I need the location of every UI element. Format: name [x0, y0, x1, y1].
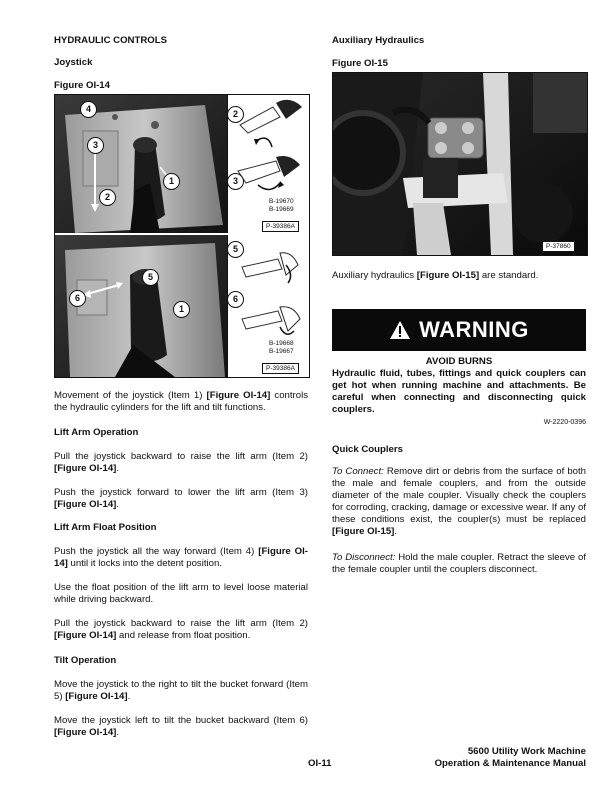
- figure-code-b19669: B-19669: [269, 206, 294, 213]
- joystick-intro: Movement of the joystick (Item 1) [Figure OI-14] controls the hydraulic cylinders for the lift and tilt functions.: [54, 390, 308, 413]
- callout-diagram-6: 6: [227, 291, 244, 308]
- aux-hydraulics-photo: [333, 73, 587, 255]
- warning-subtitle: AVOID BURNS: [425, 356, 493, 367]
- warning-word: WARNING: [419, 317, 529, 342]
- figure-box-code-bottom: P-39386A: [262, 363, 299, 374]
- figure-oi-15: [332, 72, 588, 256]
- aux-standard-text: Auxiliary hydraulics [Figure OI-15] are standard.: [332, 270, 539, 281]
- callout-4: 4: [80, 101, 97, 118]
- to-disconnect-paragraph: To Disconnect: Hold the male coupler. Retract the sleeve of the female coupler until the couplers disconnect.: [332, 552, 586, 575]
- tilt-paragraph-1: Move the joystick to the right to tilt the bucket forward (Item 5) [Figure OI-14].: [54, 679, 308, 702]
- callout-1-bottom: 1: [173, 301, 190, 318]
- warning-body: Hydraulic fluid, tubes, fittings and quick couplers can get hot when running machine and attachments. Be careful when connecting and disconnecting quick couplers.: [332, 368, 586, 415]
- callout-2: 2: [99, 189, 116, 206]
- figure-oi-14: [54, 94, 310, 378]
- float-paragraph-3: Pull the joystick backward to raise the lift arm (Item 2) [Figure OI-14] and release from float position.: [54, 618, 308, 641]
- joystick-photo-top: [55, 95, 227, 233]
- figure-code-b19668: B-19668: [269, 340, 294, 347]
- aux-section-title: Auxiliary Hydraulics: [332, 35, 425, 46]
- tilt-paragraph-2: Move the joystick left to tilt the bucket backward (Item 6) [Figure OI-14].: [54, 715, 308, 738]
- callout-5: 5: [142, 269, 159, 286]
- figure-code-b19670: B-19670: [269, 198, 294, 205]
- footer-machine: 5600 Utility Work Machine: [467, 746, 586, 757]
- figure-15-label: Figure OI-15: [332, 58, 388, 69]
- callout-diagram-3: 3: [227, 173, 244, 190]
- lift-paragraph-1: Pull the joystick backward to raise the lift arm (Item 2) [Figure OI-14].: [54, 451, 308, 474]
- lift-paragraph-2: Push the joystick forward to lower the lift arm (Item 3) [Figure OI-14].: [54, 487, 308, 510]
- lift-heading: Lift Arm Operation: [54, 427, 139, 438]
- callout-diagram-5: 5: [227, 241, 244, 258]
- float-heading: Lift Arm Float Position: [54, 522, 157, 533]
- footer-manual: Operation & Maintenance Manual: [434, 758, 586, 769]
- to-connect-paragraph: To Connect: Remove dirt or debris from the surface of both the male and female couplers, and from the outside diameter of the male coupler. Visually check the couplers for corroding, cracking, damage or excessive wear. If any of these conditions exist, the coupler(s) must be replaced [Figure OI-15].: [332, 466, 586, 537]
- figure-label: Figure OI-14: [54, 80, 110, 91]
- callout-1: 1: [163, 173, 180, 190]
- page-number: OI-11: [308, 758, 332, 769]
- figure-code-b19667: B-19667: [269, 348, 294, 355]
- quick-couplers-heading: Quick Couplers: [332, 444, 403, 455]
- float-paragraph-1: Push the joystick all the way forward (Item 4) [Figure OI-14] until it locks into the detent position.: [54, 546, 308, 569]
- tilt-heading: Tilt Operation: [54, 655, 117, 666]
- subsection-title: Joystick: [54, 57, 93, 68]
- callout-diagram-2: 2: [227, 106, 244, 123]
- callout-6: 6: [69, 290, 86, 307]
- callout-3: 3: [87, 137, 104, 154]
- warning-code: W-2220-0396: [543, 419, 586, 426]
- warning-triangle-icon: [389, 320, 411, 340]
- figure-15-code: P-37860: [542, 241, 575, 252]
- warning-banner: [332, 309, 586, 351]
- figure-box-code-top: P-39386A: [262, 221, 299, 232]
- float-paragraph-2: Use the float position of the lift arm to level loose material while driving backward.: [54, 582, 308, 605]
- section-title: HYDRAULIC CONTROLS: [54, 35, 167, 46]
